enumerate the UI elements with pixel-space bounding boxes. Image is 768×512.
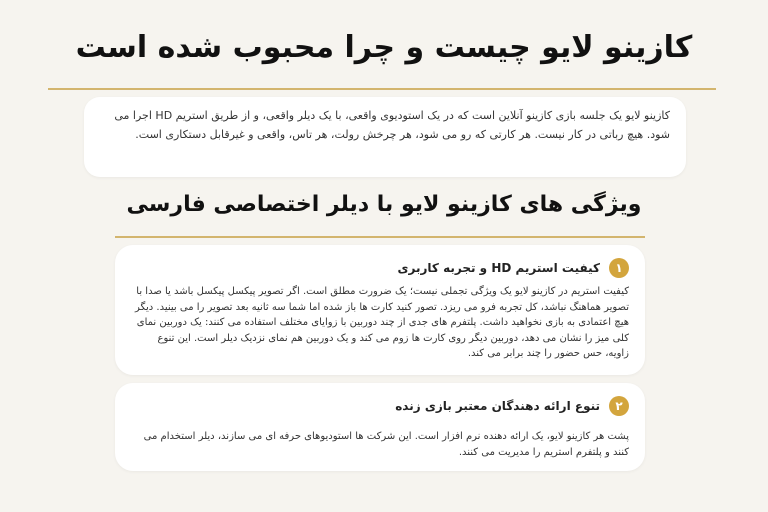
feature-card-hd-stream bbox=[115, 245, 645, 375]
feature-title: تنوع ارائه دهندگان معتبر بازی زنده bbox=[395, 399, 600, 413]
intro-paragraph: کازینو لایو یک جلسه بازی کازینو آنلاین است که در یک استودیوی واقعی، با یک دیلر واقعی، و از طریق استریم HD اجرا می شود. هیچ رباتی در کار نیست. هر کارتی که رو می شود، هر چرخش رولت، هر تاس، واقعی و غیرقابل دستکاری است. bbox=[114, 109, 670, 141]
number-badge: ۱ bbox=[609, 258, 629, 278]
intro-card bbox=[84, 97, 686, 177]
page-title: کازینو لایو چیست و چرا محبوب شده است bbox=[75, 30, 693, 65]
feature-card-providers bbox=[115, 383, 645, 471]
feature-description: کیفیت استریم در کازینو لایو یک ویژگی تجملی نیست؛ یک ضرورت مطلق است. اگر تصویر پیکسل پیکسل باشد یا صدا با تصویر هماهنگ نباشد، کل تجربه فرو می ریزد. تصور کنید کارت ها باز شده اما شما سه ثانیه بعد تصویر را می بینید. دیگر هیچ اعتمادی به بازی نخواهید داشت. پلتفرم های جدی از چند دوربین با زوایای مختلف استفاده می کنند: یک دوربین نمای کلی میز را نشان می دهد، دوربین دیگر روی کارت ها زوم می کند و یک دوربین هم نمای نزدیک دیلر است. این تنوع زاویه، حس حضور را چند برابر می کند. bbox=[134, 286, 629, 359]
feature-description: پشت هر کازینو لایو، یک ارائه دهنده نرم افزار است. این شرکت ها استودیوهای حرفه ای می سازند، دیلر استخدام می کنند و پلتفرم استریم را مدیریت می کنند. bbox=[143, 431, 629, 458]
section-title: ویژگی های کازینو لایو با دیلر اختصاصی فارسی bbox=[126, 192, 642, 217]
section-divider bbox=[115, 236, 645, 238]
title-divider bbox=[48, 88, 716, 90]
feature-title: کیفیت استریم HD و تجربه کاربری bbox=[397, 261, 600, 275]
feature-header bbox=[131, 395, 629, 417]
feature-header bbox=[131, 257, 629, 279]
number-badge: ۲ bbox=[609, 396, 629, 416]
